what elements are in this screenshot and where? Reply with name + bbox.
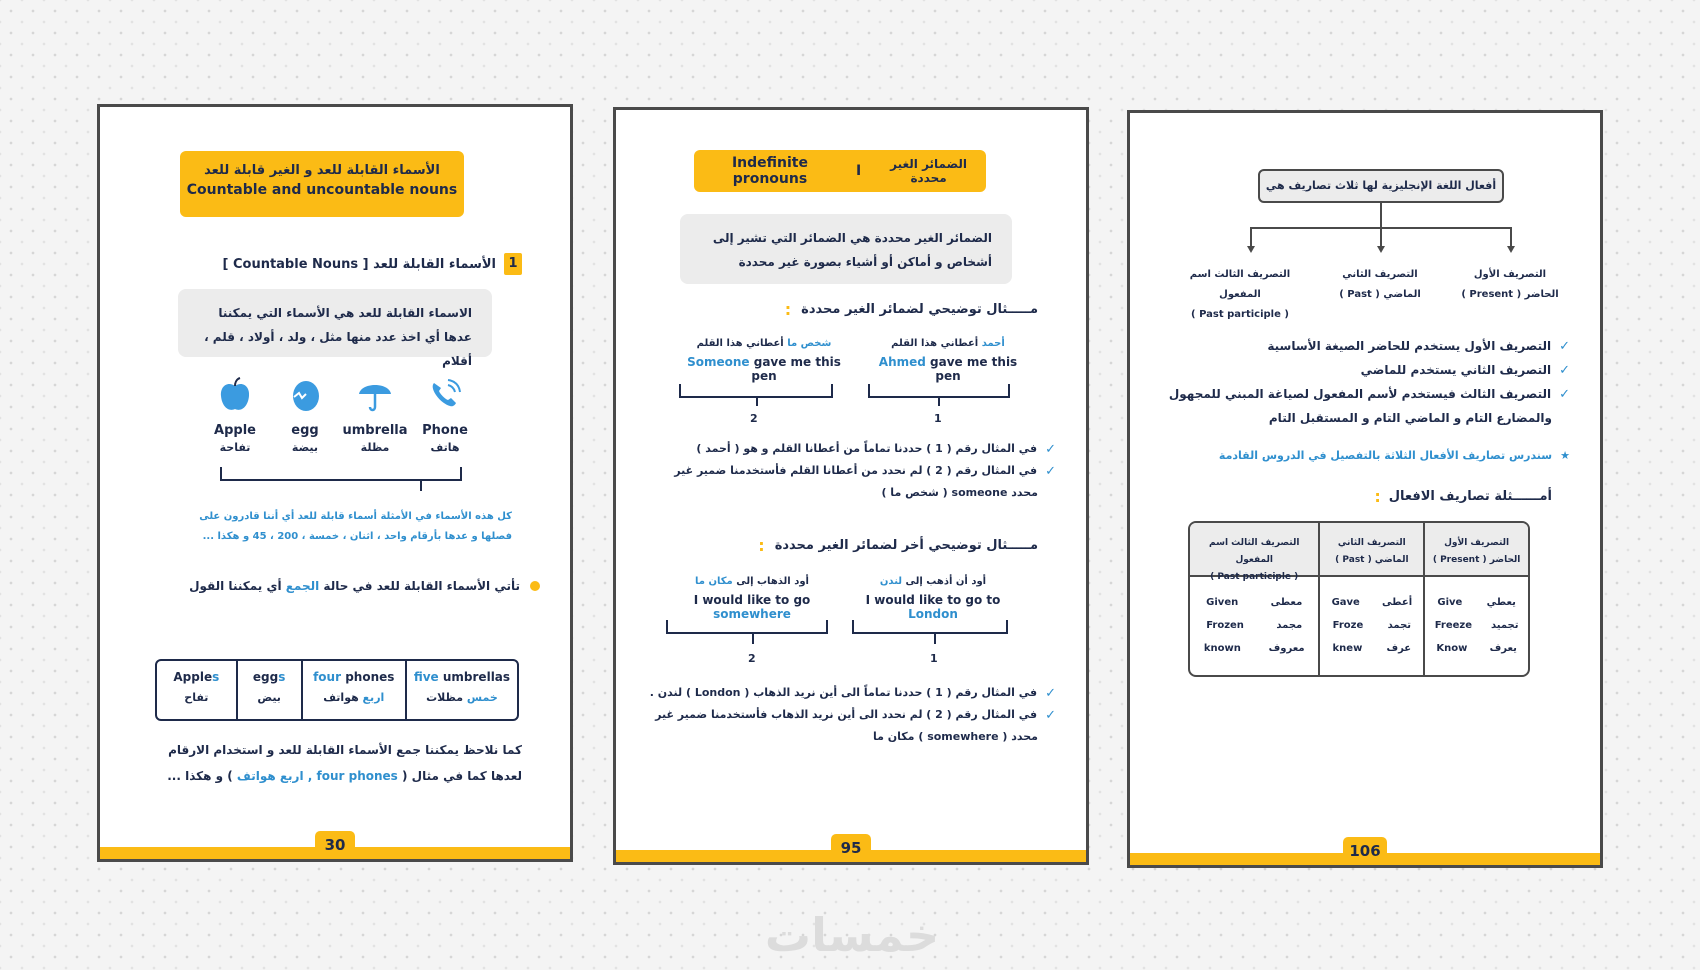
verb-ar: مجمد bbox=[1276, 620, 1303, 631]
star-note: سندرس تصاريف الأفعال الثلاثة بالتفصيل في الدروس القادمة bbox=[1218, 449, 1553, 462]
page-30 bbox=[97, 104, 573, 862]
verb-en: Give bbox=[1437, 597, 1463, 608]
plural-suffix: s bbox=[278, 670, 286, 684]
ex2-right-ar: أود أن أذهب إلى bbox=[902, 576, 987, 587]
plural-ar: بيض bbox=[257, 691, 281, 704]
ex1-note1-row bbox=[696, 442, 1056, 457]
verb-ar: تجميد bbox=[1490, 620, 1519, 631]
ex1-left-en-highlight: Someone bbox=[687, 355, 750, 369]
ex2-right bbox=[848, 576, 1018, 621]
closing-line1: كما نلاحظ يمكننا جمع الأسماء القابلة للعد و استخدام الارقام bbox=[168, 743, 522, 757]
example-apple bbox=[200, 377, 270, 454]
page30-note-line2: فصلها و عدها بأرقام واحد ، اثنان ، خمسة ، 200 ، 45 و هكذا ... bbox=[202, 531, 512, 542]
plural-cell-umbrellas bbox=[405, 661, 517, 719]
table-header-cell bbox=[1190, 523, 1318, 582]
plural-number: five bbox=[413, 670, 439, 684]
table-row bbox=[1320, 643, 1423, 666]
verb-en: Froze bbox=[1332, 620, 1364, 631]
page30-note-line1: كل هذه الأسماء في الأمثلة أسماء قابلة للعد أي أننا قادرون على bbox=[199, 511, 512, 522]
ex2-left-en-highlight: somewhere bbox=[713, 607, 791, 621]
verb-forms-table bbox=[1188, 521, 1530, 677]
page30-definition: الاسماء القابلة للعد هي الأسماء التي يمكننا عدها أي اخذ عدد منها مثل ، ولد ، أولاد ، قلم ، أقلام bbox=[204, 306, 472, 368]
branch-first-title: التصريف الأول bbox=[1473, 269, 1547, 280]
ex1-note1: في المثال رقم ( 1 ) حددنا تماماً من أعطانا القلم و هو ( أحمد ) bbox=[696, 442, 1038, 455]
egg-label-ar: بيضة bbox=[291, 441, 319, 454]
page30-closing bbox=[142, 737, 522, 789]
page30-title-box bbox=[180, 151, 464, 217]
bullet-text: التصريف الثاني يستخدم للماضي bbox=[1360, 363, 1552, 377]
page-number: 30 bbox=[315, 831, 355, 859]
verb-en: Gave bbox=[1331, 597, 1360, 608]
branch-first-sub: الحاضر ( Present ) bbox=[1461, 289, 1559, 300]
table-column bbox=[1423, 577, 1528, 675]
plural-en: Apple bbox=[173, 670, 213, 684]
table-row bbox=[1320, 597, 1423, 620]
plural-cell-phones bbox=[301, 661, 405, 719]
verb-ar: عرف bbox=[1386, 643, 1412, 654]
page30-section-title: الأسماء القابلة للعد [ Countable Nouns ] bbox=[222, 256, 496, 272]
ex2-note2-row bbox=[655, 708, 1056, 723]
bullet-text: التصريف الأول يستخدم للحاضر الصيغة الأساسية bbox=[1267, 339, 1552, 353]
ex1-left-ar: أعطاني هذا القلم bbox=[696, 338, 788, 349]
plural-ar: هواتف bbox=[323, 691, 363, 704]
page-number: 95 bbox=[831, 834, 871, 862]
examples-bracket bbox=[220, 467, 462, 481]
table-header bbox=[1190, 523, 1528, 582]
page95-example1-heading bbox=[785, 300, 1038, 319]
ex1-right-ar: أعطاني هذا القلم bbox=[891, 338, 982, 349]
ex1-right-ar-highlight: أحمد bbox=[981, 338, 1005, 349]
verb-en: knew bbox=[1332, 643, 1363, 654]
table-row bbox=[1425, 620, 1528, 643]
example1-heading: مـــــثال توضيحي لضمائر الغير محددة bbox=[801, 302, 1038, 317]
table-column bbox=[1318, 577, 1423, 675]
table-row bbox=[1190, 597, 1318, 620]
phone-label-ar: هاتف bbox=[430, 441, 460, 454]
table-row bbox=[1190, 643, 1318, 666]
header-line2: ( Past participle ) bbox=[1210, 572, 1299, 582]
ex1-note3: محدد someone ( شخص ما ) bbox=[881, 486, 1038, 499]
bullet-text: التصريف الثالث فيستخدم لأسم المفعول لصياغة المبني للمجهول bbox=[1168, 387, 1552, 401]
bracket-stem bbox=[934, 632, 936, 644]
ex2-left bbox=[662, 576, 842, 621]
verb-en: Given bbox=[1206, 597, 1239, 608]
phone-icon bbox=[428, 377, 462, 413]
plural-en: egg bbox=[252, 670, 279, 684]
table-row bbox=[1320, 620, 1423, 643]
arrow-down-icon bbox=[1507, 246, 1515, 253]
branch-third-title: التصريف الثالث اسم المفعول bbox=[1189, 269, 1291, 300]
ex1-note2: في المثال رقم ( 2 ) لم نحدد من أعطانا القلم فأستخدمنا ضمير غير bbox=[674, 464, 1038, 477]
colon-icon: : bbox=[758, 536, 765, 555]
page95-title-en: Indefinite pronouns bbox=[731, 155, 808, 187]
ex2-right-en-highlight: London bbox=[908, 607, 958, 621]
plural-number-ar: خمس bbox=[466, 691, 498, 704]
verb-ar: تجمد bbox=[1387, 620, 1412, 631]
table-row bbox=[1190, 620, 1318, 643]
check-icon: ✓ bbox=[1045, 708, 1056, 723]
ex2-right-bracket bbox=[852, 620, 1008, 634]
branch-second bbox=[1320, 265, 1440, 305]
verb-forms-header: أفعال اللغة الإنجليزية لها ثلاث تصاريف هي bbox=[1258, 169, 1504, 203]
verb-ar: يعرف bbox=[1489, 643, 1517, 654]
branch-first bbox=[1450, 265, 1570, 305]
colon-icon: : bbox=[1374, 487, 1381, 506]
ex1-right-en: gave me this pen bbox=[925, 355, 1018, 383]
plural-cell-eggs bbox=[236, 661, 301, 719]
apple-icon bbox=[218, 377, 252, 413]
check-icon: ✓ bbox=[1559, 339, 1570, 354]
title-separator: I bbox=[855, 163, 862, 179]
tree-line bbox=[1380, 203, 1382, 227]
page95-definition-box bbox=[680, 214, 1012, 284]
plural-ar: مظلات bbox=[426, 691, 467, 704]
table-header-cell bbox=[1318, 523, 1423, 575]
star-note-row bbox=[1219, 449, 1570, 462]
page-95 bbox=[613, 107, 1089, 865]
plural-intro-a: تأتي الأسماء القابلة للعد في حالة bbox=[319, 579, 520, 593]
plural-intro-c: أي يمكننا القول bbox=[189, 579, 286, 593]
bracket-stem bbox=[756, 396, 758, 406]
watermark-logo: خمسات bbox=[764, 908, 940, 962]
page95-example2-heading bbox=[758, 536, 1038, 555]
ex1-left-ar-highlight: شخص ما bbox=[787, 338, 832, 349]
ex2-left-ar-highlight: مكان ما bbox=[695, 576, 733, 587]
page95-definition: الضمائر الغير محددة هي الضمائر التي تشير إلى أشخاص و أماكن أو أشياء بصورة غير محددة bbox=[712, 231, 992, 269]
closing-line2-b: four phones , اربع هواتف bbox=[236, 769, 398, 783]
header-line1: التصريف الأول bbox=[1444, 538, 1510, 548]
page95-title-box bbox=[694, 150, 986, 192]
plural-intro-highlight: الجمع bbox=[285, 579, 320, 593]
example-phone bbox=[410, 377, 480, 454]
plural-table bbox=[155, 659, 519, 721]
branch-second-title: التصريف الثاني bbox=[1342, 269, 1418, 280]
verb-ar: يعطي bbox=[1486, 597, 1516, 608]
bracket-stem bbox=[752, 632, 754, 644]
apple-label-en: Apple bbox=[214, 423, 256, 438]
tree-line bbox=[1380, 227, 1382, 247]
closing-line2-c: ) و هكذا ... bbox=[167, 769, 237, 783]
tree-line bbox=[1510, 227, 1512, 247]
page30-title-en: Countable and uncountable nouns bbox=[186, 182, 458, 198]
phone-label-en: Phone bbox=[422, 423, 468, 438]
header-line1: التصريف الثالث اسم المفعول bbox=[1209, 538, 1300, 565]
ex1-left-en: gave me this pen bbox=[749, 355, 841, 383]
verb-ar: معطى bbox=[1270, 597, 1303, 608]
verb-en: Freeze bbox=[1434, 620, 1473, 631]
ex1-right bbox=[866, 338, 1030, 383]
umbrella-icon bbox=[357, 377, 393, 413]
plural-en: umbrellas bbox=[438, 670, 511, 684]
branch-third bbox=[1170, 265, 1310, 325]
ex1-num-left: 2 bbox=[750, 412, 758, 425]
check-icon: ✓ bbox=[1045, 464, 1056, 479]
star-icon: ★ bbox=[1560, 449, 1570, 462]
colon-icon: : bbox=[784, 300, 792, 319]
header-line2: الحاضر ( Present ) bbox=[1432, 555, 1521, 565]
tree-line bbox=[1250, 227, 1252, 247]
bullet-continuation: والمضارع التام و الماضي التام و المستقبل التام bbox=[1268, 411, 1552, 425]
plural-suffix: s bbox=[212, 670, 220, 684]
egg-icon bbox=[288, 377, 322, 413]
ex1-note2-row bbox=[674, 464, 1056, 479]
verb-ar: معروف bbox=[1268, 643, 1305, 654]
ex1-right-en-highlight: Ahmed bbox=[878, 355, 926, 369]
ex2-note1-row bbox=[650, 686, 1056, 701]
plural-cell-apples bbox=[157, 661, 236, 719]
page30-title-ar: الأسماء القابلة للعد و الغير قابلة للعد bbox=[204, 163, 440, 178]
ex2-num-right: 1 bbox=[930, 652, 938, 665]
example-umbrella bbox=[340, 377, 410, 454]
verb-en: Know bbox=[1436, 643, 1468, 654]
plural-en: phones bbox=[341, 670, 395, 684]
table-row bbox=[1425, 643, 1528, 666]
page30-note bbox=[172, 507, 512, 547]
page30-section-heading bbox=[223, 253, 523, 275]
page-number: 106 bbox=[1343, 837, 1387, 865]
header-line1: التصريف الثاني bbox=[1337, 538, 1406, 548]
page30-definition-box bbox=[178, 289, 492, 368]
bullet-dot-icon bbox=[530, 581, 540, 591]
closing-line2-a: لعدها كما في مثال ( bbox=[397, 769, 522, 783]
bracket-stem bbox=[420, 479, 422, 491]
ex1-num-right: 1 bbox=[934, 412, 942, 425]
egg-label-en: egg bbox=[291, 423, 319, 438]
examples-heading-row bbox=[1374, 487, 1552, 506]
verb-en: Frozen bbox=[1206, 620, 1244, 631]
check-icon: ✓ bbox=[1045, 442, 1056, 457]
check-icon: ✓ bbox=[1559, 387, 1570, 402]
page-106 bbox=[1127, 110, 1603, 868]
branch-third-sub: ( Past participle ) bbox=[1191, 309, 1289, 320]
plural-ar: تفاح bbox=[184, 691, 209, 704]
ex2-right-ar-highlight: لندن bbox=[879, 576, 903, 587]
verb-ar: أعطى bbox=[1382, 597, 1413, 608]
table-body bbox=[1190, 577, 1528, 675]
example-egg bbox=[270, 377, 340, 454]
arrow-down-icon bbox=[1377, 246, 1385, 253]
verb-en: known bbox=[1203, 643, 1241, 654]
ex2-note3: محدد ( somewhere ) مكان ما bbox=[873, 730, 1038, 743]
umbrella-label-ar: مظلة bbox=[360, 441, 390, 454]
bullet-row bbox=[1267, 339, 1570, 354]
plural-number-ar: اربع bbox=[362, 691, 385, 704]
page95-title-ar: الضمائر الغير محددة bbox=[890, 157, 968, 185]
header-line2: الماضي ( Past ) bbox=[1335, 555, 1409, 565]
table-header-cell bbox=[1423, 523, 1528, 575]
bullet-row bbox=[1361, 363, 1570, 378]
arrow-down-icon bbox=[1247, 246, 1255, 253]
ex2-left-en: I would like to go bbox=[693, 593, 811, 607]
bullet-row bbox=[1169, 387, 1570, 402]
table-row bbox=[1425, 597, 1528, 620]
plural-number: four bbox=[313, 670, 342, 684]
table-column bbox=[1190, 577, 1318, 675]
page30-plural-intro bbox=[189, 579, 540, 593]
ex2-note2: في المثال رقم ( 2 ) لم نحدد الى أين نريد الذهاب فأستخدمنا ضمير غير bbox=[655, 708, 1038, 721]
examples-heading: أمــــــثلة تصاريف الافعال bbox=[1388, 489, 1552, 504]
check-icon: ✓ bbox=[1045, 686, 1056, 701]
ex1-left bbox=[674, 338, 854, 383]
ex2-note1: في المثال رقم ( 1 ) حددنا تماماً الى أين نريد الذهاب ( London ) لندن . bbox=[649, 686, 1038, 699]
branch-second-sub: الماضي ( Past ) bbox=[1339, 289, 1421, 300]
bracket-stem bbox=[938, 396, 940, 406]
ex2-num-left: 2 bbox=[748, 652, 756, 665]
ex2-left-ar: أود الذهاب إلى bbox=[732, 576, 809, 587]
ex2-right-en: I would like to go to bbox=[865, 593, 1001, 607]
check-icon: ✓ bbox=[1559, 363, 1570, 378]
example2-heading: مـــــثال توضيحي أخر لضمائر الغير محددة bbox=[774, 538, 1038, 553]
apple-label-ar: تفاحة bbox=[219, 441, 251, 454]
section-number-badge: 1 bbox=[504, 253, 522, 275]
umbrella-label-en: umbrella bbox=[342, 423, 408, 438]
ex2-left-bracket bbox=[666, 620, 828, 634]
